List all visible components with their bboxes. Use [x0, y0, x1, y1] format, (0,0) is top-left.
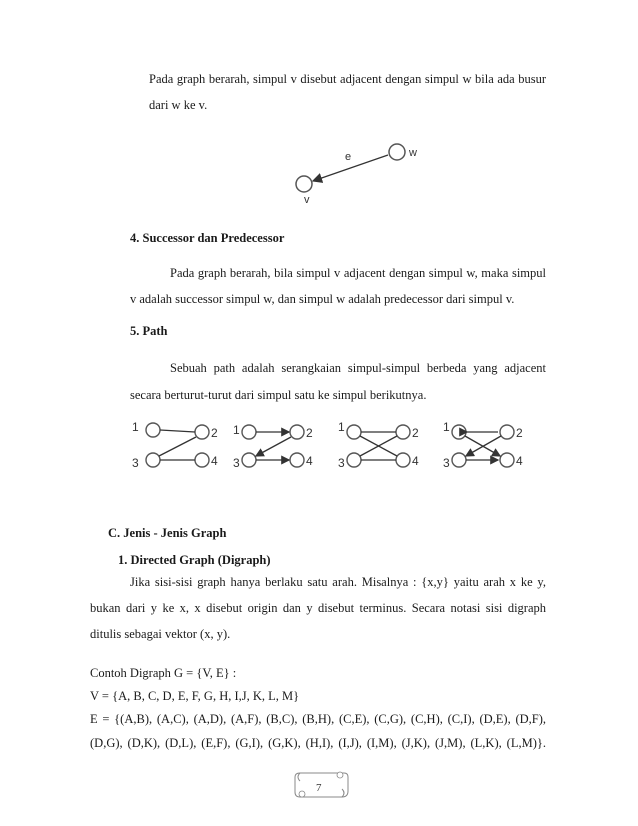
svg-text:4: 4: [306, 454, 313, 468]
svg-text:3: 3: [132, 456, 139, 470]
node-w: [389, 144, 405, 160]
svg-text:3: 3: [443, 456, 450, 470]
svg-text:4: 4: [516, 454, 523, 468]
svg-text:2: 2: [516, 426, 523, 440]
paragraph-line: dari w ke v.: [149, 98, 208, 112]
svg-text:1: 1: [443, 420, 450, 434]
paragraph-line: Sebuah path adalah serangkaian simpul-simpul berbeda yang adjacent: [170, 361, 546, 375]
svg-text:1: 1: [338, 420, 345, 434]
example-edge-set-line: E = {(A,B), (A,C), (A,D), (A,F), (B,C), (B,H), (C,E), (C,G), (C,H), (C,I), (D,E), (D,F),: [90, 712, 546, 726]
example-vertex-set: V = {A, B, C, D, E, F, G, H, I,J, K, L, M}: [90, 689, 300, 703]
svg-text:1: 1: [132, 420, 139, 434]
path-panel-2: [233, 423, 313, 470]
adjacency-figure: [285, 138, 425, 208]
paragraph-line: Pada graph berarah, bila simpul v adjacent dengan simpul w, maka simpul: [170, 266, 546, 280]
svg-text:4: 4: [211, 454, 218, 468]
paragraph-line: Jika sisi-sisi graph hanya berlaku satu arah. Misalnya : {x,y} yaitu arah x ke y,: [130, 575, 546, 589]
example-edge-set-line: (D,G), (D,K), (D,L), (E,F), (G,I), (G,K), (H,I), (I,J), (I,M), (J,K), (J,M), (L,K), (L,M)}.: [90, 736, 546, 750]
node-v: [296, 176, 312, 192]
section-heading: 4. Successor dan Predecessor: [130, 231, 285, 245]
page-number-scroll: [292, 767, 352, 803]
page-number: 7: [316, 782, 322, 794]
svg-text:2: 2: [306, 426, 313, 440]
svg-text:3: 3: [233, 456, 240, 470]
example-title: Contoh Digraph G = {V, E} :: [90, 666, 237, 680]
paragraph-line: v adalah successor simpul w, dan simpul w adalah predecessor dari simpul v.: [130, 292, 515, 306]
svg-text:4: 4: [412, 454, 419, 468]
svg-text:2: 2: [412, 426, 419, 440]
paragraph-line: secara berturut-turut dari simpul satu ke simpul berikutnya.: [130, 388, 427, 402]
svg-text:2: 2: [211, 426, 218, 440]
path-panel-1: [132, 420, 218, 470]
path-panel-3: [338, 420, 419, 470]
paragraph-line: bukan dari y ke x, x disebut origin dan y disebut terminus. Secara notasi sisi digraph: [90, 601, 546, 615]
edge-label: e: [345, 151, 352, 163]
node-v-label: v: [304, 194, 310, 206]
paragraph-line: Pada graph berarah, simpul v disebut adjacent dengan simpul w bila ada busur: [149, 72, 546, 86]
section-heading: C. Jenis - Jenis Graph: [108, 526, 227, 540]
path-examples-figure: [130, 415, 530, 470]
path-panel-4: [443, 420, 523, 470]
paragraph-line: ditulis sebagai vektor (x, y).: [90, 627, 231, 641]
node-w-label: w: [409, 147, 417, 159]
svg-text:3: 3: [338, 456, 345, 470]
section-heading: 5. Path: [130, 324, 168, 338]
subsection-heading: 1. Directed Graph (Digraph): [118, 553, 271, 567]
svg-text:1: 1: [233, 423, 240, 437]
